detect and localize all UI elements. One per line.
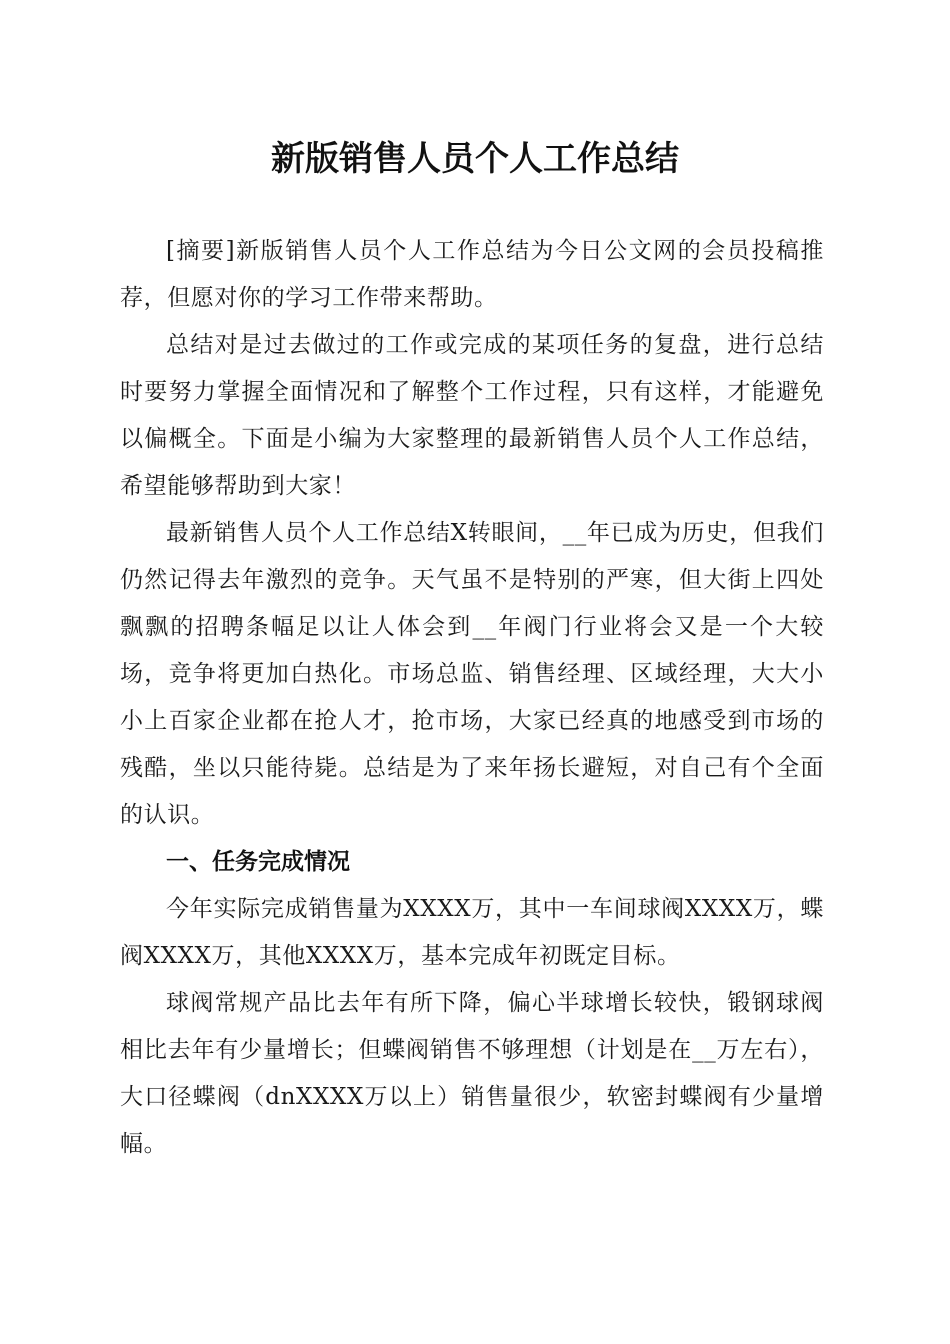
summary-paragraph: 最新销售人员个人工作总结X转眼间，__年已成为历史，但我们仍然记得去年激烈的竞争。天气虽不是特别的严寒，但大街上四处飘飘的招聘条幅足以让人体会到__年阀门行业将会又是一个大较场，竞争将更加白热化。市场总监、销售经理、区域经理，大大小小上百家企业都在抢人才，抢市场，大家已经真的地感受到市场的残酷，坐以只能待毙。总结是为了来年扬长避短，对自己有个全面的认识。 (120, 520, 824, 828)
abstract-paragraph: [摘要]新版销售人员个人工作总结为今日公文网的会员投稿推荐，但愿对你的学习工作带来帮助。 (120, 238, 824, 311)
intro-paragraph: 总结对是过去做过的工作或完成的某项任务的复盘，进行总结时要努力掌握全面情况和了解整个工作过程，只有这样，才能避免以偏概全。下面是小编为大家整理的最新销售人员个人工作总结，希望能够帮助到大家！ (120, 332, 824, 499)
document-body (120, 228, 824, 1168)
document-title: 新版销售人员个人工作总结 (271, 139, 679, 179)
sales-volume-paragraph: 今年实际完成销售量为XXXX万，其中一车间球阀XXXX万，蝶阀XXXX万，其他XXXX万，基本完成年初既定目标。 (120, 896, 824, 969)
product-analysis-paragraph: 球阀常规产品比去年有所下降，偏心半球增长较快，锻钢球阀相比去年有少量增长；但蝶阀销售不够理想（计划是在__万左右），大口径蝶阀（dnXXXX万以上）销售量很少，软密封蝶阀有少量增幅。 (120, 990, 824, 1157)
section-heading: 一、任务完成情况 (166, 849, 350, 875)
